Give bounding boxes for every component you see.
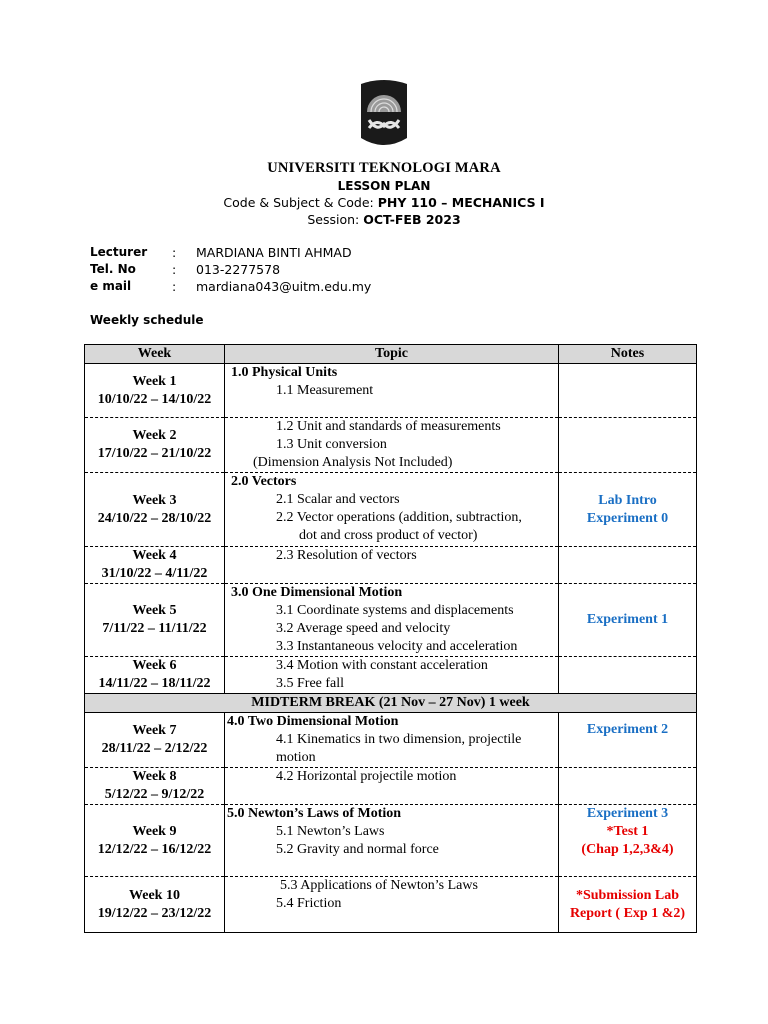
document-type: LESSON PLAN <box>337 179 431 193</box>
week-label: Week 4 <box>132 548 177 563</box>
topic-note: (Dimension Analysis Not Included) <box>253 455 453 470</box>
topic-cell <box>225 768 559 805</box>
week-label: Week 5 <box>132 603 177 618</box>
weekly-schedule-table <box>84 344 697 933</box>
week-label: Week 7 <box>132 723 177 738</box>
week-label: Week 2 <box>132 428 177 443</box>
info-label: e mail <box>90 279 132 293</box>
subject-code-label: Code & Subject & Code: <box>223 195 378 210</box>
notes-cell <box>559 364 697 418</box>
info-value: MARDIANA BINTI AHMAD <box>196 245 352 260</box>
topic-cell <box>225 877 559 933</box>
topic-line: 5.2 Gravity and normal force <box>276 842 439 857</box>
topic-cell <box>225 584 559 657</box>
week-cell <box>85 805 225 877</box>
note-experiment: Experiment 1 <box>586 612 669 627</box>
header-notes: Notes <box>559 345 697 364</box>
topic-line: 3.3 Instantaneous velocity and acceleration <box>276 639 518 654</box>
table-header-row <box>85 345 697 364</box>
subject-code-value: PHY 110 – MECHANICS I <box>377 195 545 210</box>
topic-line: 4.2 Horizontal projectile motion <box>276 769 457 784</box>
week-dates: 17/10/22 – 21/10/22 <box>97 446 212 461</box>
week-dates: 12/12/22 – 16/12/22 <box>97 841 212 857</box>
week-label: Week 10 <box>129 887 180 903</box>
topic-line: 3.5 Free fall <box>276 676 345 691</box>
week-dates: 10/10/22 – 14/10/22 <box>97 391 212 407</box>
info-label: Tel. No <box>90 262 136 276</box>
topic-line: 5.1 Newton’s Laws <box>276 824 385 839</box>
topic-line: 4.1 Kinematics in two dimension, projectile <box>276 732 522 747</box>
topic-line: 5.3 Applications of Newton’s Laws <box>280 878 478 893</box>
table-row <box>85 547 697 584</box>
week-cell <box>85 418 225 473</box>
topic-cell <box>225 364 559 418</box>
week-cell <box>85 713 225 768</box>
table-row <box>85 657 697 694</box>
week-cell <box>85 657 225 694</box>
note-test-chapters: (Chap 1,2,3&4) <box>581 842 674 857</box>
topic-cell <box>225 418 559 473</box>
header-week: Week <box>85 345 225 364</box>
topic-cell <box>225 713 559 768</box>
table-row <box>85 418 697 473</box>
topic-cell <box>225 657 559 694</box>
topic-line: 2.1 Scalar and vectors <box>276 492 400 507</box>
topic-line: 3.2 Average speed and velocity <box>276 621 451 636</box>
week-dates: 5/12/22 – 9/12/22 <box>104 787 205 802</box>
midterm-break-row <box>85 694 697 713</box>
week-label: Week 9 <box>132 823 177 839</box>
week-label: Week 1 <box>132 373 177 389</box>
week-dates: 7/11/22 – 11/11/22 <box>102 621 207 636</box>
notes-cell <box>559 877 697 933</box>
info-value: mardiana043@uitm.edu.my <box>196 279 372 294</box>
table-row <box>85 364 697 418</box>
university-name: UNIVERSITI TEKNOLOGI MARA <box>267 160 501 176</box>
notes-cell <box>559 713 697 768</box>
note-experiment: Experiment 2 <box>586 722 669 737</box>
midterm-break-label: MIDTERM BREAK (21 Nov – 27 Nov) 1 week <box>85 694 697 713</box>
table-row <box>85 473 697 547</box>
week-cell <box>85 877 225 933</box>
session-line <box>0 212 768 227</box>
notes-cell <box>559 547 697 584</box>
info-colon: : <box>172 245 177 260</box>
week-cell <box>85 547 225 584</box>
notes-cell <box>559 418 697 473</box>
week-cell <box>85 768 225 805</box>
weekly-schedule-title: Weekly schedule <box>90 313 204 327</box>
header-topic: Topic <box>225 345 559 364</box>
topic-cell <box>225 473 559 547</box>
info-colon: : <box>172 279 177 294</box>
session-value: OCT-FEB 2023 <box>363 212 461 227</box>
week-label: Week 3 <box>132 492 177 508</box>
info-value: 013-2277578 <box>196 262 281 277</box>
week-cell <box>85 584 225 657</box>
session-label: Session: <box>307 212 364 227</box>
note-submission: *Submission Lab <box>575 887 680 903</box>
note-lab-intro: Lab Intro <box>598 492 657 508</box>
week-dates: 31/10/22 – 4/11/22 <box>101 566 208 581</box>
table-row <box>85 768 697 805</box>
notes-cell <box>559 584 697 657</box>
table-row <box>85 877 697 933</box>
topic-cell <box>225 547 559 584</box>
notes-cell <box>559 657 697 694</box>
topic-line: 3.1 Coordinate systems and displacements <box>276 603 514 618</box>
week-dates: 14/11/22 – 18/11/22 <box>98 676 211 691</box>
table-row <box>85 584 697 657</box>
week-cell <box>85 364 225 418</box>
subject-code-line <box>0 195 768 210</box>
topic-heading: 3.0 One Dimensional Motion <box>231 585 403 600</box>
topic-heading: 4.0 Two Dimensional Motion <box>227 714 399 729</box>
week-dates: 28/11/22 – 2/12/22 <box>101 741 208 756</box>
topic-line: 1.1 Measurement <box>276 383 374 398</box>
note-test: *Test 1 <box>606 824 649 839</box>
week-dates: 24/10/22 – 28/10/22 <box>97 510 212 526</box>
note-experiment: Experiment 3 <box>586 806 669 821</box>
topic-line: 2.2 Vector operations (addition, subtraction, <box>276 510 522 525</box>
info-label: Lecturer <box>90 245 148 259</box>
topic-cell <box>225 805 559 877</box>
topic-line-wrap: dot and cross product of vector) <box>299 528 478 543</box>
uitm-logo-icon <box>359 78 409 150</box>
notes-cell <box>559 473 697 547</box>
topic-line: 5.4 Friction <box>276 896 342 911</box>
table-row <box>85 805 697 877</box>
topic-heading: 1.0 Physical Units <box>231 365 338 380</box>
topic-line: 3.4 Motion with constant acceleration <box>276 658 488 673</box>
topic-heading: 5.0 Newton’s Laws of Motion <box>227 806 402 821</box>
note-experiment: Experiment 0 <box>586 510 669 526</box>
note-submission-detail: Report ( Exp 1 &2) <box>569 905 686 921</box>
info-colon: : <box>172 262 177 277</box>
topic-line: 1.3 Unit conversion <box>276 437 387 452</box>
topic-line: 1.2 Unit and standards of measurements <box>276 419 501 434</box>
topic-line-wrap: motion <box>276 750 316 765</box>
table-row <box>85 713 697 768</box>
week-label: Week 6 <box>132 658 177 673</box>
week-label: Week 8 <box>132 769 177 784</box>
topic-heading: 2.0 Vectors <box>231 474 297 489</box>
week-dates: 19/12/22 – 23/12/22 <box>97 905 212 921</box>
week-cell <box>85 473 225 547</box>
notes-cell <box>559 805 697 877</box>
notes-cell <box>559 768 697 805</box>
topic-line: 2.3 Resolution of vectors <box>276 548 417 563</box>
